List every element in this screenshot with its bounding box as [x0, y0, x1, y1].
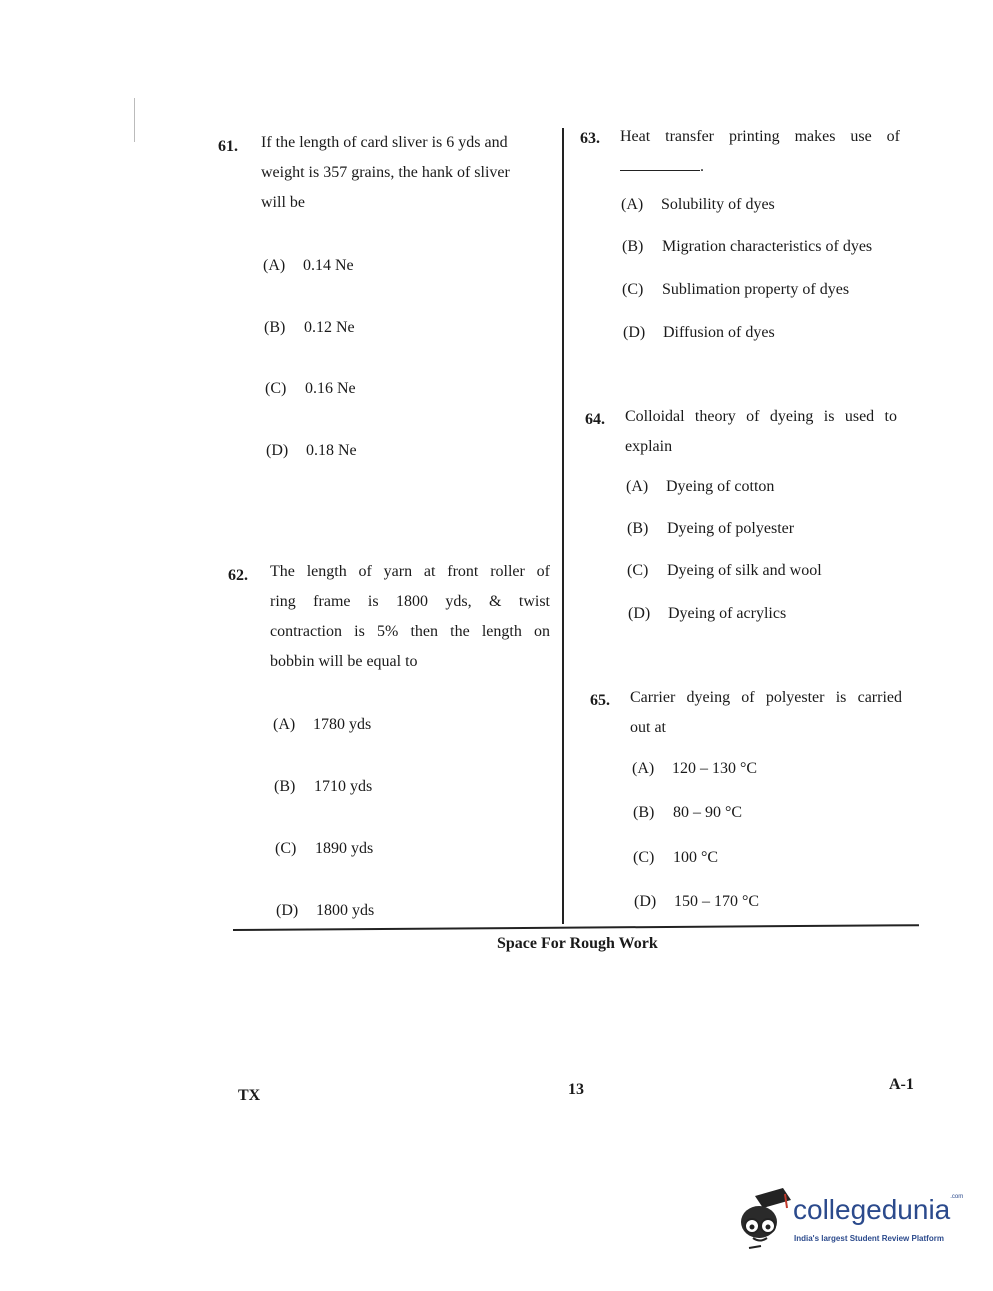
option-label: (D) [623, 324, 646, 341]
option-text: 0.16 Ne [305, 380, 356, 397]
question-65-option-a[interactable] [632, 760, 757, 778]
question-62-line: The length of yarn at front roller of [270, 563, 550, 580]
question-61-line: weight is 357 grains, the hank of sliver [261, 164, 510, 181]
question-64-text [625, 402, 897, 462]
rough-work-label: Space For Rough Work [497, 935, 658, 952]
option-text: 1800 yds [316, 902, 375, 919]
logo-wordmark [793, 1194, 963, 1226]
option-text: Sublimation property of dyes [662, 281, 850, 298]
question-64-option-c[interactable] [627, 562, 822, 580]
question-62-line: bobbin will be equal to [270, 653, 418, 670]
question-63-number: 63. [580, 130, 600, 147]
question-62-text [270, 557, 550, 677]
option-text: 1780 yds [313, 716, 372, 733]
option-text: Dyeing of acrylics [668, 605, 787, 622]
option-label: (A) [273, 716, 296, 733]
answer-blank [620, 156, 700, 171]
question-64-option-a[interactable] [626, 478, 774, 496]
question-64-option-d[interactable] [628, 605, 786, 623]
question-64-number: 64. [585, 411, 605, 428]
question-65-line: out at [630, 719, 666, 736]
footer-subject-code: TX [238, 1087, 261, 1104]
option-label: (D) [276, 902, 299, 919]
question-64-line: explain [625, 438, 673, 455]
question-62-option-c[interactable] [275, 840, 373, 858]
question-65-line: Carrier dyeing of polyester is carried [630, 689, 902, 706]
question-61-line: If the length of card sliver is 6 yds and [261, 134, 508, 151]
option-text: Diffusion of dyes [663, 324, 775, 341]
option-text: 100 °C [673, 849, 719, 866]
question-65-option-b[interactable] [633, 804, 742, 822]
option-label: (B) [622, 238, 644, 255]
option-label: (A) [632, 760, 655, 777]
option-text: Dyeing of polyester [667, 520, 795, 537]
question-61-text [261, 128, 551, 218]
option-label: (D) [628, 605, 651, 622]
option-text: Migration characteristics of dyes [662, 238, 873, 255]
collegedunia-logo[interactable] [735, 1186, 965, 1256]
question-62-number: 62. [228, 567, 248, 584]
question-63-blank [620, 152, 900, 182]
option-label: (D) [266, 442, 289, 459]
option-text: 120 – 130 °C [672, 760, 758, 777]
question-62-line: contraction is 5% then the length on [270, 623, 550, 640]
question-61-option-d[interactable] [266, 442, 357, 460]
question-62-option-d[interactable] [276, 902, 374, 920]
question-63-option-b[interactable] [622, 238, 872, 256]
option-text: 0.12 Ne [304, 319, 355, 336]
option-label: (B) [264, 319, 286, 336]
option-label: (A) [621, 196, 644, 213]
logo-suffix: .com [950, 1194, 964, 1200]
question-63-option-d[interactable] [623, 324, 775, 342]
question-61-option-a[interactable] [263, 257, 354, 275]
question-65-option-d[interactable] [634, 893, 759, 911]
option-text: 0.18 Ne [306, 442, 357, 459]
question-63-text [620, 122, 900, 182]
question-63-option-a[interactable] [621, 196, 775, 214]
option-label: (C) [633, 849, 655, 866]
page-number: 13 [568, 1081, 584, 1098]
option-text: 0.14 Ne [303, 257, 354, 274]
option-label: (B) [627, 520, 649, 537]
logo-name: collegedunia [793, 1194, 951, 1225]
option-text: 80 – 90 °C [673, 804, 743, 821]
option-text: Solubility of dyes [661, 196, 775, 213]
margin-mark [134, 98, 135, 142]
option-label: (D) [634, 893, 657, 910]
question-62-line: ring frame is 1800 yds, & twist [270, 593, 550, 610]
option-label: (B) [274, 778, 296, 795]
question-61-option-c[interactable] [265, 380, 356, 398]
option-text: 1890 yds [315, 840, 374, 857]
question-64-line: Colloidal theory of dyeing is used to [625, 408, 897, 425]
option-label: (B) [633, 804, 655, 821]
column-divider [562, 128, 564, 924]
question-65-text [630, 683, 902, 743]
question-63-line: Heat transfer printing makes use of [620, 128, 900, 145]
question-62-option-a[interactable] [273, 716, 371, 734]
option-text: 150 – 170 °C [674, 893, 760, 910]
question-61-line: will be [261, 194, 305, 211]
option-text: Dyeing of silk and wool [667, 562, 822, 579]
option-label: (C) [622, 281, 644, 298]
question-64-option-b[interactable] [627, 520, 794, 538]
booklet-series: A-1 [889, 1076, 914, 1093]
question-65-number: 65. [590, 692, 610, 709]
option-label: (C) [275, 840, 297, 857]
option-text: Dyeing of cotton [666, 478, 775, 495]
question-61-option-b[interactable] [264, 319, 355, 337]
option-label: (C) [265, 380, 287, 397]
option-label: (C) [627, 562, 649, 579]
question-61-number: 61. [218, 138, 238, 155]
mascot-icon [735, 1186, 795, 1252]
option-label: (A) [263, 257, 286, 274]
option-label: (A) [626, 478, 649, 495]
question-62-option-b[interactable] [274, 778, 372, 796]
section-rule [233, 924, 919, 931]
option-text: 1710 yds [314, 778, 373, 795]
blank-period: . [700, 158, 704, 175]
question-63-option-c[interactable] [622, 281, 849, 299]
logo-tagline: India's largest Student Review Platform [794, 1234, 944, 1243]
question-65-option-c[interactable] [633, 849, 718, 867]
